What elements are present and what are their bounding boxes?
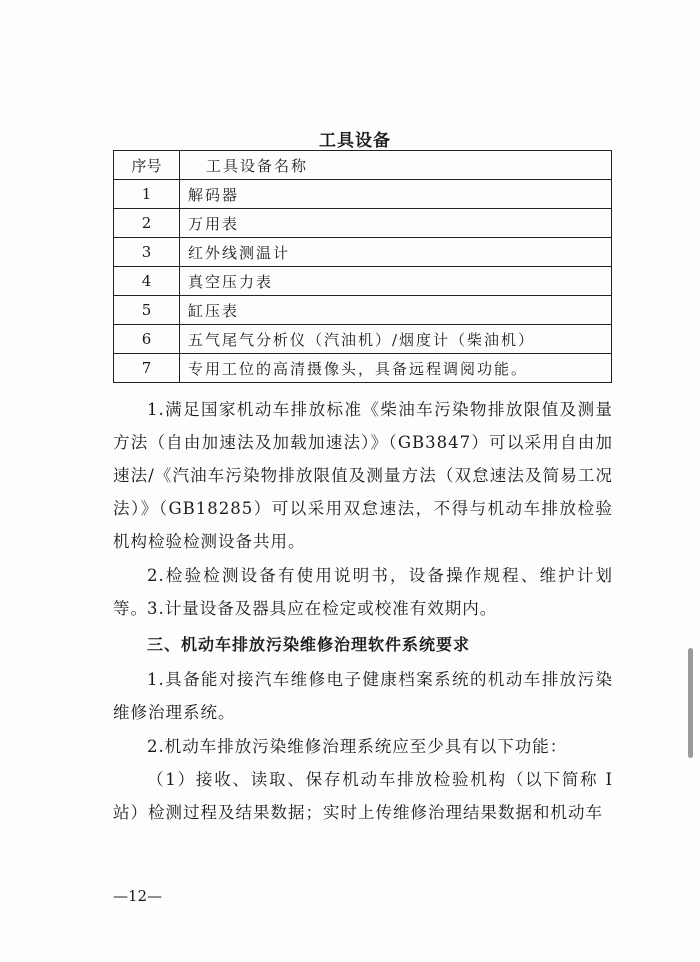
- header-serial-number: 序号: [114, 151, 180, 180]
- table-title: 工具设备: [319, 131, 391, 151]
- paragraph-function-item-1: （1）接收、读取、保存机动车排放检验机构（以下简称 I 站）检测过程及结果数据；实时上传维修治理结果数据和机动车: [113, 770, 613, 822]
- header-equipment-name: 工具设备名称: [180, 151, 612, 180]
- row-number: 5: [114, 296, 180, 325]
- table-row: [114, 180, 612, 209]
- row-equipment-name: 缸压表: [180, 296, 612, 325]
- row-number: 1: [114, 180, 180, 209]
- row-equipment-name: 五气尾气分析仪（汽油机）/烟度计（柴油机）: [180, 325, 612, 354]
- row-equipment-name: 专用工位的高清摄像头，具备远程调阅功能。: [180, 354, 612, 383]
- scrollbar-thumb[interactable]: [688, 648, 693, 758]
- equipment-table: [113, 150, 612, 383]
- paragraph-system-docking: 1.具备能对接汽车维修电子健康档案系统的机动车排放污染维修治理系统。: [113, 670, 613, 722]
- table-row: [114, 325, 612, 354]
- row-number: 2: [114, 209, 180, 238]
- table-row: [114, 267, 612, 296]
- row-equipment-name: 解码器: [180, 180, 612, 209]
- page-number: —12—: [113, 887, 163, 905]
- table-header-row: [114, 151, 612, 180]
- section-heading-software-requirements: 三、机动车排放污染维修治理软件系统要求: [147, 635, 471, 654]
- row-number: 7: [114, 354, 180, 383]
- paragraph-equipment-manuals: 2.检验检测设备有使用说明书，设备操作规程、维护计划等。: [113, 566, 613, 618]
- table-row: [114, 354, 612, 383]
- row-equipment-name: 真空压力表: [180, 267, 612, 296]
- paragraph-calibration: 3.计量设备及器具应在检定或校准有效期内。: [147, 599, 498, 618]
- row-number: 4: [114, 267, 180, 296]
- table-row: [114, 296, 612, 325]
- paragraph-system-functions: 2.机动车排放污染维修治理系统应至少具有以下功能：: [147, 737, 568, 756]
- row-equipment-name: 万用表: [180, 209, 612, 238]
- row-equipment-name: 红外线测温计: [180, 238, 612, 267]
- table-row: [114, 238, 612, 267]
- paragraph-emission-standard: 1.满足国家机动车排放标准《柴油车污染物排放限值及测量方法（自由加速法及加载加速法）》（GB3847）可以采用自由加速法/《汽油车污染物排放限值及测量方法（双怠速法及简易工况法）》（GB18285）可以采用双怠速法，不得与机动车排放检验机构检验检测设备共用。: [113, 400, 613, 551]
- row-number: 6: [114, 325, 180, 354]
- table-row: [114, 209, 612, 238]
- row-number: 3: [114, 238, 180, 267]
